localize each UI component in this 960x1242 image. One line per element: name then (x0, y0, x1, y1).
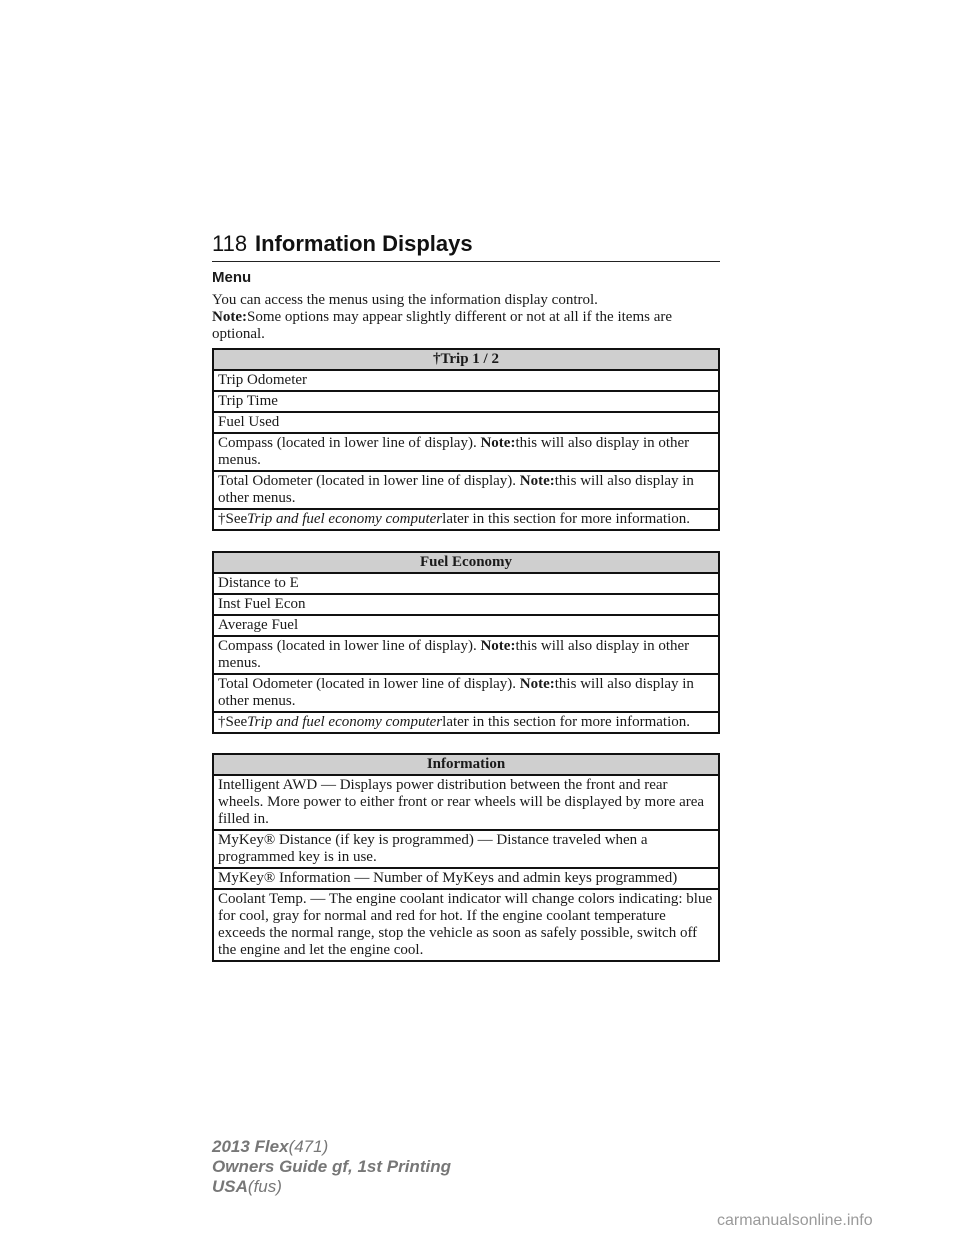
table-header: †Trip 1 / 2 (213, 349, 719, 370)
table-row: Coolant Temp. — The engine coolant indicator will change colors indicating: blue for cool, gray for normal and red for hot. If the engine coolant temperature exceeds the normal range, stop the vehicle as soon as safely possible, switch off the engine and let the engine cool. (213, 889, 719, 961)
table-row (213, 433, 719, 471)
footer-line (212, 1137, 451, 1157)
footer-guide: Owners Guide gf, 1st Printing (212, 1157, 451, 1176)
row-text: later in this section for more information. (442, 714, 691, 730)
watermark: carmanualsonline.info (717, 1212, 873, 1229)
table-row: MyKey® Information — Number of MyKeys and admin keys programmed) (213, 868, 719, 889)
information-menu-table (212, 753, 720, 962)
table-row (213, 471, 719, 509)
row-text: Compass (located in lower line of display). (218, 638, 477, 654)
row-text: this will also display in other menus. (218, 676, 694, 709)
footer-model: 2013 Flex (212, 1137, 289, 1156)
chapter-title: Information Displays (255, 231, 473, 256)
row-text: this will also display in other menus. (218, 473, 694, 506)
table-row: Fuel Used (213, 412, 719, 433)
row-text: Total Odometer (located in lower line of display). (218, 473, 517, 489)
row-text: †See (218, 511, 248, 527)
page-number: 118 (212, 231, 248, 256)
note-label: Note: (480, 435, 516, 451)
table-row: Distance to E (213, 573, 719, 594)
table-row: Trip Time (213, 391, 719, 412)
footer-code: (471) (288, 1137, 329, 1156)
table-row: MyKey® Distance (if key is programmed) — Distance traveled when a programmed key is in use. (213, 830, 719, 868)
table-row (213, 674, 719, 712)
footer-market: USA (212, 1177, 248, 1196)
row-text: †See (218, 714, 248, 730)
trip-menu-table (212, 348, 720, 531)
row-text: Total Odometer (located in lower line of display). (218, 676, 517, 692)
intro-text (212, 292, 722, 343)
print-footer (212, 1137, 451, 1197)
cross-reference: Trip and fuel economy computer (247, 714, 443, 730)
table-row: Average Fuel (213, 615, 719, 636)
table-row (213, 712, 719, 733)
cross-reference: Trip and fuel economy computer (247, 511, 443, 527)
footer-market-code: (fus) (247, 1177, 282, 1196)
footer-line (212, 1177, 451, 1197)
section-title: Menu (212, 269, 252, 286)
note-label: Note: (519, 473, 555, 489)
intro-note (212, 309, 722, 343)
table-header: Information (213, 754, 719, 775)
intro-line: You can access the menus using the information display control. (212, 292, 598, 308)
page-header (212, 229, 720, 262)
note-label: Note: (519, 676, 555, 692)
row-text: later in this section for more information. (442, 511, 691, 527)
fuel-economy-menu-table (212, 551, 720, 734)
row-text: this will also display in other menus. (218, 435, 690, 468)
note-text: Some options may appear slightly different or not at all if the items are optional. (212, 309, 673, 342)
note-label: Note: (480, 638, 516, 654)
table-row: Trip Odometer (213, 370, 719, 391)
table-row: Inst Fuel Econ (213, 594, 719, 615)
table-row (213, 636, 719, 674)
row-text: Compass (located in lower line of display). (218, 435, 477, 451)
row-text: this will also display in other menus. (218, 638, 690, 671)
table-header: Fuel Economy (213, 552, 719, 573)
table-row (213, 509, 719, 530)
table-row: Intelligent AWD — Displays power distribution between the front and rear wheels. More power to either front or rear wheels will be displayed by more area filled in. (213, 775, 719, 830)
note-label: Note: (212, 309, 247, 325)
